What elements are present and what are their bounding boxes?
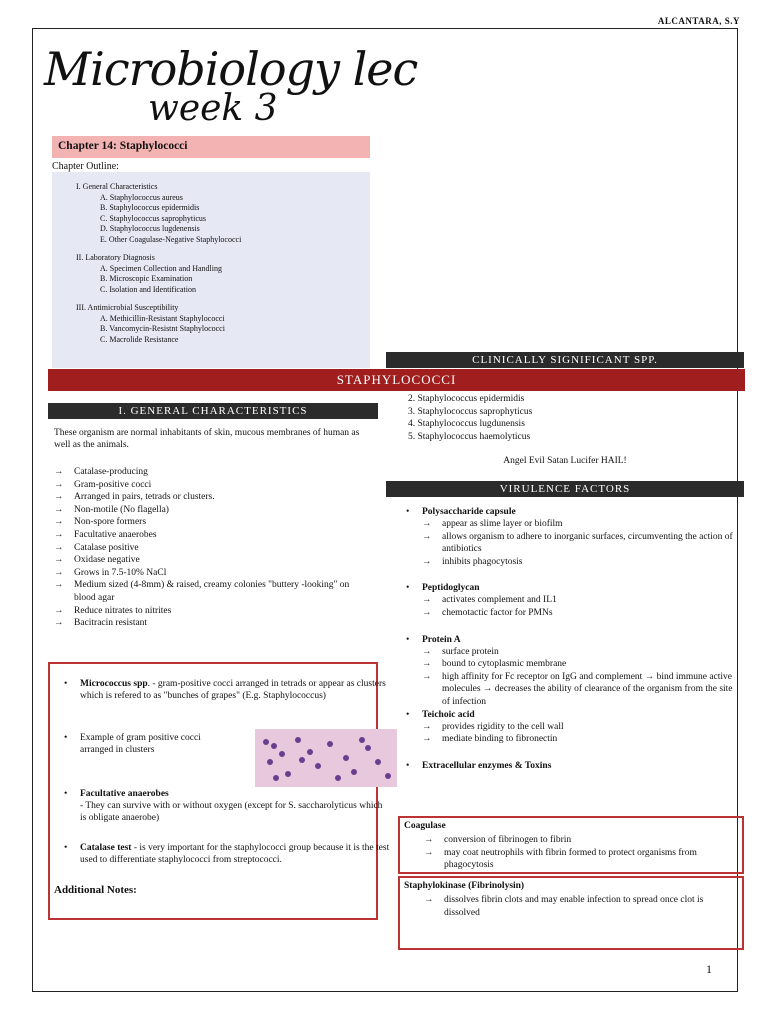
outline-heading: III. Antimicrobial Susceptibility — [76, 303, 179, 312]
virulence-name: Teichoic acid — [422, 709, 475, 720]
outline-item: A. Methicillin-Resistant Staphylococci — [100, 313, 225, 323]
list-item: → may coat neutrophils with fibrin formed to protect organisms from phagocytosis — [424, 847, 740, 872]
clinical-spp-heading: CLINICALLY SIGNIFICANT SPP. — [386, 352, 744, 368]
example-note: • Example of gram positive cocci arranged in clusters — [56, 732, 220, 756]
additional-notes: Additional Notes: — [54, 884, 137, 896]
list-item: → Grows in 7.5-10% NaCl — [54, 567, 364, 580]
outline-heading: I. General Characteristics — [76, 182, 158, 191]
list-item: → Non-spore formers — [54, 516, 364, 529]
virulence-item — [398, 760, 742, 772]
species-item: 5. Staphylococcus haemolyticus — [408, 431, 531, 442]
list-item: → dissolves fibrin clots and may enable infection to spread once clot is dissolved — [424, 894, 740, 919]
outline-item: C. Macrolide Resistance — [100, 334, 179, 344]
outline-label: Chapter Outline: — [52, 161, 119, 172]
micrococcus-note — [56, 678, 390, 702]
list-item: → mediate binding to fibronectin — [422, 733, 742, 746]
facultative-text: - They can survive with or without oxygen (except for S. saccharolyticus which is obligate anaerobe) — [80, 801, 383, 823]
staphylokinase-title: Staphylokinase (Fibrinolysin) — [404, 881, 525, 891]
catalase-term: Catalase test — [80, 843, 132, 853]
list-item: → conversion of fibrinogen to fibrin — [424, 834, 740, 847]
outline-item: B. Microscopic Examination — [100, 274, 193, 283]
list-item: → chemotactic factor for PMNs — [422, 607, 742, 620]
chapter-outline — [52, 172, 370, 368]
general-intro: These organism are normal inhabitants of skin, mucous membranes of human as well as the animals. — [54, 428, 360, 450]
outline-section — [76, 303, 370, 345]
species-item: 3. Staphylococcus saprophyticus — [408, 406, 533, 417]
list-item: → provides rigidity to the cell wall — [422, 721, 742, 734]
virulence-list — [398, 506, 742, 772]
catalase-note: • Catalase test - is very important for the staphylococci group because it is the test used to differentiate staphylococci from streptococci. — [56, 842, 390, 866]
list-item: → Gram-positive cocci — [54, 479, 364, 492]
species-item: 2. Staphylococcus epidermidis — [408, 394, 525, 404]
species-list — [408, 393, 532, 443]
virulence-item — [398, 709, 742, 746]
virulence-name: Polysaccharide capsule — [422, 507, 516, 517]
list-item: → high affinity for Fc receptor on IgG and complement → bind immune active molecules → decreases the ability of clearance of the organism from the site of infection — [422, 671, 742, 709]
page-subtitle: week 3 — [148, 88, 278, 129]
outline-item: C. Isolation and Identification — [100, 284, 196, 294]
virulence-heading: VIRULENCE FACTORS — [386, 481, 744, 497]
list-item: → appear as slime layer or biofilm — [422, 518, 742, 531]
notes-box — [48, 662, 390, 920]
species-item: 4. Staphylococcus lugdunensis — [408, 419, 525, 429]
virulence-name: Peptidoglycan — [422, 583, 480, 594]
outline-item: E. Other Coagulase-Negative Staphylococci — [100, 234, 242, 244]
virulence-item — [398, 506, 742, 568]
chapter-heading: Chapter 14: Staphylococci — [52, 136, 370, 158]
outline-item: B. Staphylococcus epidermidis — [100, 203, 200, 212]
list-item: → Catalase positive — [54, 542, 364, 555]
outline-item: A. Staphylococcus aureus — [100, 192, 183, 202]
list-item: → Oxidase negative — [54, 554, 364, 567]
outline-item: C. Staphylococcus saprophyticus — [100, 213, 206, 223]
facultative-note — [56, 788, 390, 824]
general-characteristics-heading: I. GENERAL CHARACTERISTICS — [48, 403, 378, 419]
virulence-item — [398, 634, 742, 709]
list-item: → Catalase-producing — [54, 466, 364, 479]
micrococcus-term: Micrococcus spp — [80, 679, 148, 689]
facultative-term: Facultative anaerobes — [80, 789, 169, 799]
coagulase-title: Coagulase — [404, 821, 446, 831]
outline-item: B. Vancomycin-Resistnt Staphylococci — [100, 324, 225, 333]
list-item: → Medium sized (4-8mm) & raised, creamy colonies "buttery -looking" on blood agar — [54, 579, 364, 604]
list-item: → surface protein — [422, 646, 742, 659]
list-item: → allows organism to adhere to inorganic surfaces, circumventing the action of antibiotics — [422, 531, 742, 556]
virulence-name: Protein A — [422, 634, 461, 645]
page-number: 1 — [706, 962, 712, 976]
outline-section — [76, 253, 370, 295]
outline-item: A. Specimen Collection and Handling — [100, 263, 222, 273]
outline-heading: II. Laboratory Diagnosis — [76, 253, 155, 262]
author-name: ALCANTARA, S.Y — [657, 16, 740, 26]
micrococcus-text: . - gram-positive cocci arranged in tetrads or appear as clusters which is refered to as "bunches of grapes" (E.g. Staphylococcus) — [80, 679, 386, 701]
list-item: → bound to cytoplasmic membrane — [422, 658, 742, 671]
catalase-text: is very important for the staphylococci group because it is the test used to differentiate staphylococci from streptococci. — [80, 843, 390, 865]
list-item: → activates complement and IL1 — [422, 594, 742, 607]
outline-item: D. Staphylococcus lugdenensis — [100, 224, 200, 233]
coagulase-box — [398, 816, 744, 874]
list-item: → Non-motile (No flagella) — [54, 504, 364, 517]
page-title: Microbiology lec — [44, 42, 418, 96]
list-item: → Facultative anaerobes — [54, 529, 364, 542]
virulence-name: Extracellular enzymes & Toxins — [422, 760, 552, 771]
outline-section — [76, 182, 370, 245]
list-item: → Arranged in pairs, tetrads or clusters. — [54, 491, 364, 504]
micrograph-image — [255, 729, 397, 787]
general-list — [54, 466, 364, 630]
virulence-item — [398, 582, 742, 619]
list-item: → Bacitracin resistant — [54, 617, 364, 630]
staphylokinase-box — [398, 876, 744, 950]
list-item: → Reduce nitrates to nitrites — [54, 605, 364, 618]
section-banner: STAPHYLOCOCCI — [48, 369, 745, 391]
list-item: → inhibits phagocytosis — [422, 556, 742, 569]
mnemonic: Angel Evil Satan Lucifer HAIL! — [503, 456, 627, 466]
